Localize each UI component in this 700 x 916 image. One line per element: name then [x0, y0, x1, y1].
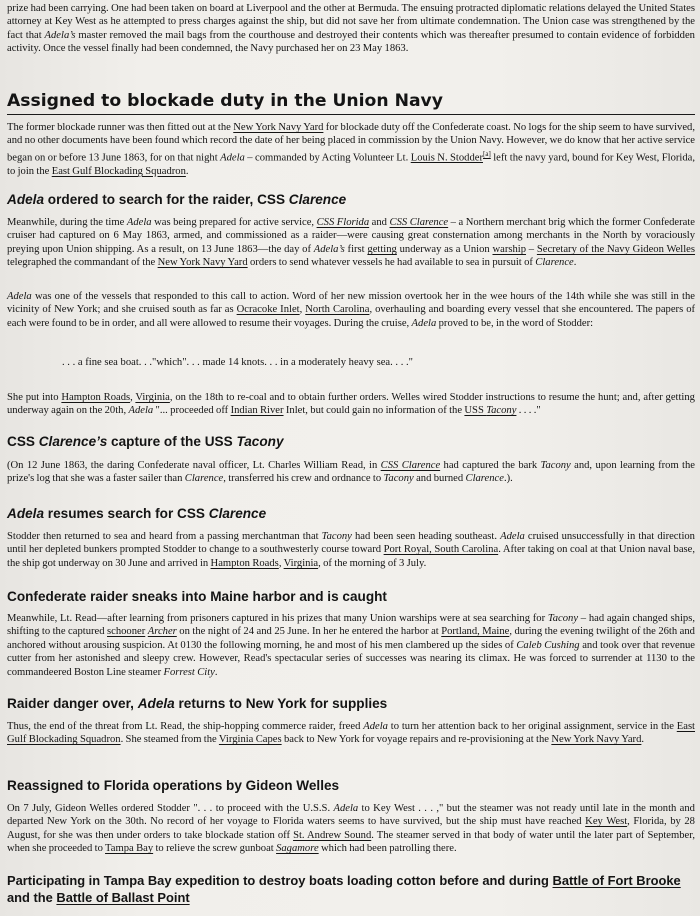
text: for blockade duty off the Confederate coast. No logs for the ship seem to have survived, and no other documents have been found which record the date of her being placed in commission by the Union Navy. However, we do know that her active service began on or before 13 June 1863, for on that night	[7, 122, 695, 164]
section-heading-tampa	[7, 872, 695, 906]
ship-name: Adela	[126, 217, 152, 228]
text: and the	[7, 890, 57, 905]
ship-name: Tacony	[236, 434, 284, 449]
text: USS	[464, 405, 487, 417]
text: was one of the vessels that responded to this call to action. Word of her new mission overtook her in the wee hours of the 14th while she was still in the vicinity of New York; and she cruised south as far as	[7, 291, 695, 316]
link-st-andrew-sound[interactable]: St. Andrew Sound	[293, 829, 372, 841]
ship-name: Adela	[333, 803, 359, 814]
ship-name: Tacony	[321, 531, 352, 542]
link-sagamore[interactable]: Sagamore	[276, 843, 319, 855]
text: to Key West . . . ," but the steamer was not ready until late in the month and departed New York on the 30th. No record of her voyage to Florida waters seems to have survived, but the ship must have reached	[7, 803, 695, 828]
text: cruised unsuccessfully in that direction until her depleted bunkers prompted Stodder to change to a southwesterly course toward	[7, 531, 695, 556]
link-ocracoke-inlet[interactable]: Ocracoke Inlet	[236, 304, 300, 316]
text: and, upon learning from the prize's log that she was a faster sailer than	[7, 460, 695, 485]
text: ,	[299, 304, 306, 316]
ship-name: Adela	[363, 721, 388, 732]
block-quote: . . . a fine sea boat. . ."which". . . made 14 knots. . . in a moderately heavy sea. . . ."	[62, 357, 413, 368]
text: had captured the bark	[440, 460, 541, 471]
text: The former blockade runner was then fitted out at the	[7, 122, 234, 133]
text: . . . ."	[516, 405, 541, 417]
text: telegraphed the commandant of the	[7, 257, 158, 269]
link-hampton-roads[interactable]: Hampton Roads	[61, 392, 131, 403]
section-heading-danger	[7, 695, 695, 712]
text: returns to New York for supplies	[174, 696, 388, 711]
ship-name: Clarence	[208, 506, 267, 521]
ship-name: Tacony	[540, 460, 571, 471]
link-east-gulf-blockading-squadron[interactable]: East Gulf Blockading Squadron	[51, 165, 186, 177]
section-heading-sneaks: Confederate raider sneaks into Maine harbor and is caught	[7, 589, 387, 604]
link-east-gulf-blockading-squadron[interactable]: East Gulf Blockading Squadron	[7, 721, 696, 746]
text: Participating in Tampa Bay expedition to destroy boats loading cotton before and during	[7, 873, 553, 888]
ship-name: Adela	[128, 405, 154, 417]
link-battle-of-ballast-point[interactable]: Battle of Ballast Point	[56, 890, 190, 905]
text: . The steamer served in that body of water until the later part of September, when she proceeded to	[7, 829, 695, 855]
link-warship[interactable]: warship	[492, 243, 527, 255]
ship-name: Clarence	[288, 192, 347, 207]
link-uss-tacony[interactable]	[464, 405, 516, 416]
text: first	[344, 243, 368, 255]
text: and burned	[413, 473, 466, 485]
text: Inlet, but could gain no information of the	[283, 405, 465, 417]
paragraph-threat-ends	[7, 720, 695, 747]
text: on the night of 24 and 25 June. In her he entered the harbor at	[176, 626, 442, 638]
link-secretary-of-the-navy[interactable]: Secretary of the Navy Gideon Welles	[536, 243, 696, 255]
section-heading-assigned: Assigned to blockade duty in the Union Navy	[7, 90, 695, 115]
paragraph-key-west	[7, 802, 695, 856]
paragraph-meanwhile	[7, 216, 695, 270]
link-new-york-navy-yard[interactable]: New York Navy Yard	[551, 734, 642, 746]
text: On 7 July, Gideon Welles ordered Stodder ". . . to proceed with the U.S.S.	[7, 803, 334, 814]
link-louis-stodder[interactable]: Louis N. Stodder	[410, 152, 483, 164]
text: , during the evening twilight of the 26th and anchored without arousing suspicion. At 0130 the following morning, he and most of his men clambered up the sides of	[7, 626, 695, 651]
text: had been seen heading southeast.	[351, 531, 501, 542]
text: prize had been carrying. One had been taken on board at Liverpool and the other at Bermuda. The ensuing protracted diplomatic relations delayed the United States attorney at Key West as he attempted to press charges against the ship, but did not save her from ultimate condemnation. The Union case was strengthened by the fact that	[7, 3, 695, 41]
text: orders to send whatever vessels he had available to sea in pursuit of	[247, 257, 536, 269]
paragraph-condemnation	[7, 2, 695, 56]
text: capture of the USS	[107, 434, 237, 449]
text: – a Northern merchant brig which the former Confederate cruiser had captured on 6 May 1863, armed, and commissioned as a raider—were causing great consternation among merchants in the North by voraciously preying upon Union shipping. As a result, on 13 June 1863—the day of	[7, 217, 695, 255]
paragraph-read-capture	[7, 459, 695, 486]
text: was being prepared for active service,	[151, 217, 317, 228]
text: underway as a Union	[396, 243, 493, 255]
section-heading-resumes	[7, 505, 695, 522]
text: to relieve the screw gunboat	[153, 843, 277, 855]
text: –	[526, 243, 537, 255]
text: – had again changed ships, shifting to the captured	[7, 613, 695, 638]
paragraph-southeast	[7, 530, 695, 570]
link-virginia-capes[interactable]: Virginia Capes	[218, 734, 282, 746]
text: .	[573, 257, 577, 269]
link-battle-of-fort-brooke[interactable]: Battle of Fort Brooke	[552, 873, 681, 888]
text: .	[185, 165, 189, 177]
ship-name: Clarence’s	[38, 434, 108, 449]
link-schooner[interactable]: schooner	[107, 626, 146, 638]
text: Meanwhile, during the time	[7, 217, 127, 228]
section-heading-ordered	[7, 191, 695, 208]
text: , Florida, by 28 August, for she was then under orders to take blockade station off	[7, 816, 695, 841]
text: ordered to search for the raider, CSS	[44, 192, 289, 207]
text: ,	[130, 392, 136, 403]
link-north-carolina[interactable]: North Carolina	[305, 304, 370, 316]
link-port-royal[interactable]: Port Royal, South Carolina	[383, 544, 499, 556]
link-new-york-navy-yard[interactable]: New York Navy Yard	[233, 122, 324, 133]
text: Thus, the end of the threat from Lt. Read, the ship-hopping commerce raider, freed	[7, 721, 364, 732]
ship-name: Tacony	[486, 405, 517, 417]
link-archer[interactable]: Archer	[147, 626, 177, 638]
text: .	[214, 666, 218, 678]
text: She put into	[7, 392, 62, 403]
ship-name: Caleb Cushing	[516, 639, 580, 651]
ship-name: Adela	[500, 531, 525, 542]
text: back to New York for voyage repairs and re-provisioning at the	[281, 734, 552, 746]
footnote-a-link[interactable]: [a]	[483, 149, 491, 158]
paragraph-responded	[7, 290, 695, 330]
ship-name: Forrest City	[163, 666, 215, 678]
paragraph-fitted-out	[7, 121, 695, 178]
link-portland-maine[interactable]: Portland, Maine	[441, 626, 510, 638]
text: ,	[278, 557, 284, 569]
text: Meanwhile, Lt. Read—after learning from prisoners captured in his prizes that many Union warships were at sea searching for	[7, 613, 548, 624]
text: which had been patrolling there.	[318, 843, 457, 855]
ship-name: Adela	[220, 152, 245, 164]
section-heading-reassigned: Reassigned to Florida operations by Gideon Welles	[7, 778, 340, 793]
ship-name: Clarence	[535, 257, 574, 269]
link-virginia[interactable]: Virginia	[135, 392, 170, 403]
text: resumes search for CSS	[44, 506, 209, 521]
text: "... proceeded off	[153, 405, 231, 417]
link-hampton-roads[interactable]: Hampton Roads	[210, 557, 279, 569]
text: .	[641, 734, 645, 746]
ship-name: Adela’s	[44, 29, 76, 41]
text: Raider danger over,	[7, 696, 138, 711]
link-virginia[interactable]: Virginia	[283, 557, 319, 569]
text: and	[369, 217, 390, 228]
link-css-clarence[interactable]: CSS Clarence	[389, 217, 449, 228]
link-getting[interactable]: getting	[367, 243, 397, 255]
link-css-florida[interactable]: CSS Florida	[316, 217, 370, 228]
link-new-york-navy-yard[interactable]: New York Navy Yard	[157, 257, 248, 269]
text: (On 12 June 1863, the daring Confederate naval officer, Lt. Charles William Read, in	[7, 460, 381, 471]
ship-name: Tacony	[547, 613, 579, 624]
text: – commanded by Acting Volunteer Lt.	[244, 152, 411, 164]
ship-name: Clarence	[184, 473, 224, 485]
text: master removed the mail bags from the courthouse and destroyed their contents which was thereafter presumed to contain evidence of forbidden activity. Once the vessel finally had been condemned, the Navy purchased her on 23 May 1863.	[7, 29, 695, 55]
text: and took over that revenue cutter from her astonished and sleepy crew. However, Read's spectacular series of successes was nearing its climax. He was forced to surrender at 1130 to the commandeered Boston Line steamer	[7, 639, 695, 678]
text: left the navy yard, bound for Key West, Florida, to join the	[7, 152, 696, 177]
paragraph-read-portland	[7, 612, 695, 679]
section-heading-capture	[7, 433, 695, 450]
text: proved to be, in the word of Stodder:	[436, 317, 594, 329]
ship-name: Clarence	[465, 473, 504, 485]
ship-name: Adela	[137, 696, 175, 711]
text: , transferred his crew and ordnance to	[223, 473, 384, 485]
ship-name: Adela	[7, 291, 32, 302]
ship-name: Adela	[411, 317, 437, 329]
text: to turn her attention back to her original assignment, service in the	[387, 721, 677, 732]
text: , overhauling and boarding every vessel that she encountered. The papers of each were found to be in order, and all were allowed to resume their voyages. During the cruise,	[7, 304, 696, 329]
link-tampa-bay[interactable]: Tampa Bay	[105, 843, 154, 855]
link-key-west[interactable]: Key West	[585, 816, 628, 828]
paragraph-hampton-roads	[7, 391, 695, 418]
text: Stodder then returned to sea and heard from a passing merchantman that	[7, 531, 322, 542]
text: .).	[503, 473, 513, 485]
ship-name: Tacony	[383, 473, 414, 485]
ship-name: Adela’s	[313, 243, 345, 255]
text: , on the 18th to re-coal and to obtain further orders. Welles wired Stodder instructions to resume the hunt; and, after getting underway again on the 20th,	[7, 392, 695, 417]
link-css-clarence[interactable]: CSS Clarence	[380, 460, 441, 471]
text: . She steamed from the	[120, 734, 219, 746]
text: . After taking on coal at that Union naval base, the ship got underway on 30 June and arrived in	[7, 544, 695, 569]
ship-name: Adela	[7, 506, 45, 521]
ship-name: Adela	[7, 192, 45, 207]
link-indian-river[interactable]: Indian River	[230, 405, 284, 417]
text: , of the morning of 3 July.	[318, 557, 427, 569]
text: CSS	[7, 434, 39, 449]
